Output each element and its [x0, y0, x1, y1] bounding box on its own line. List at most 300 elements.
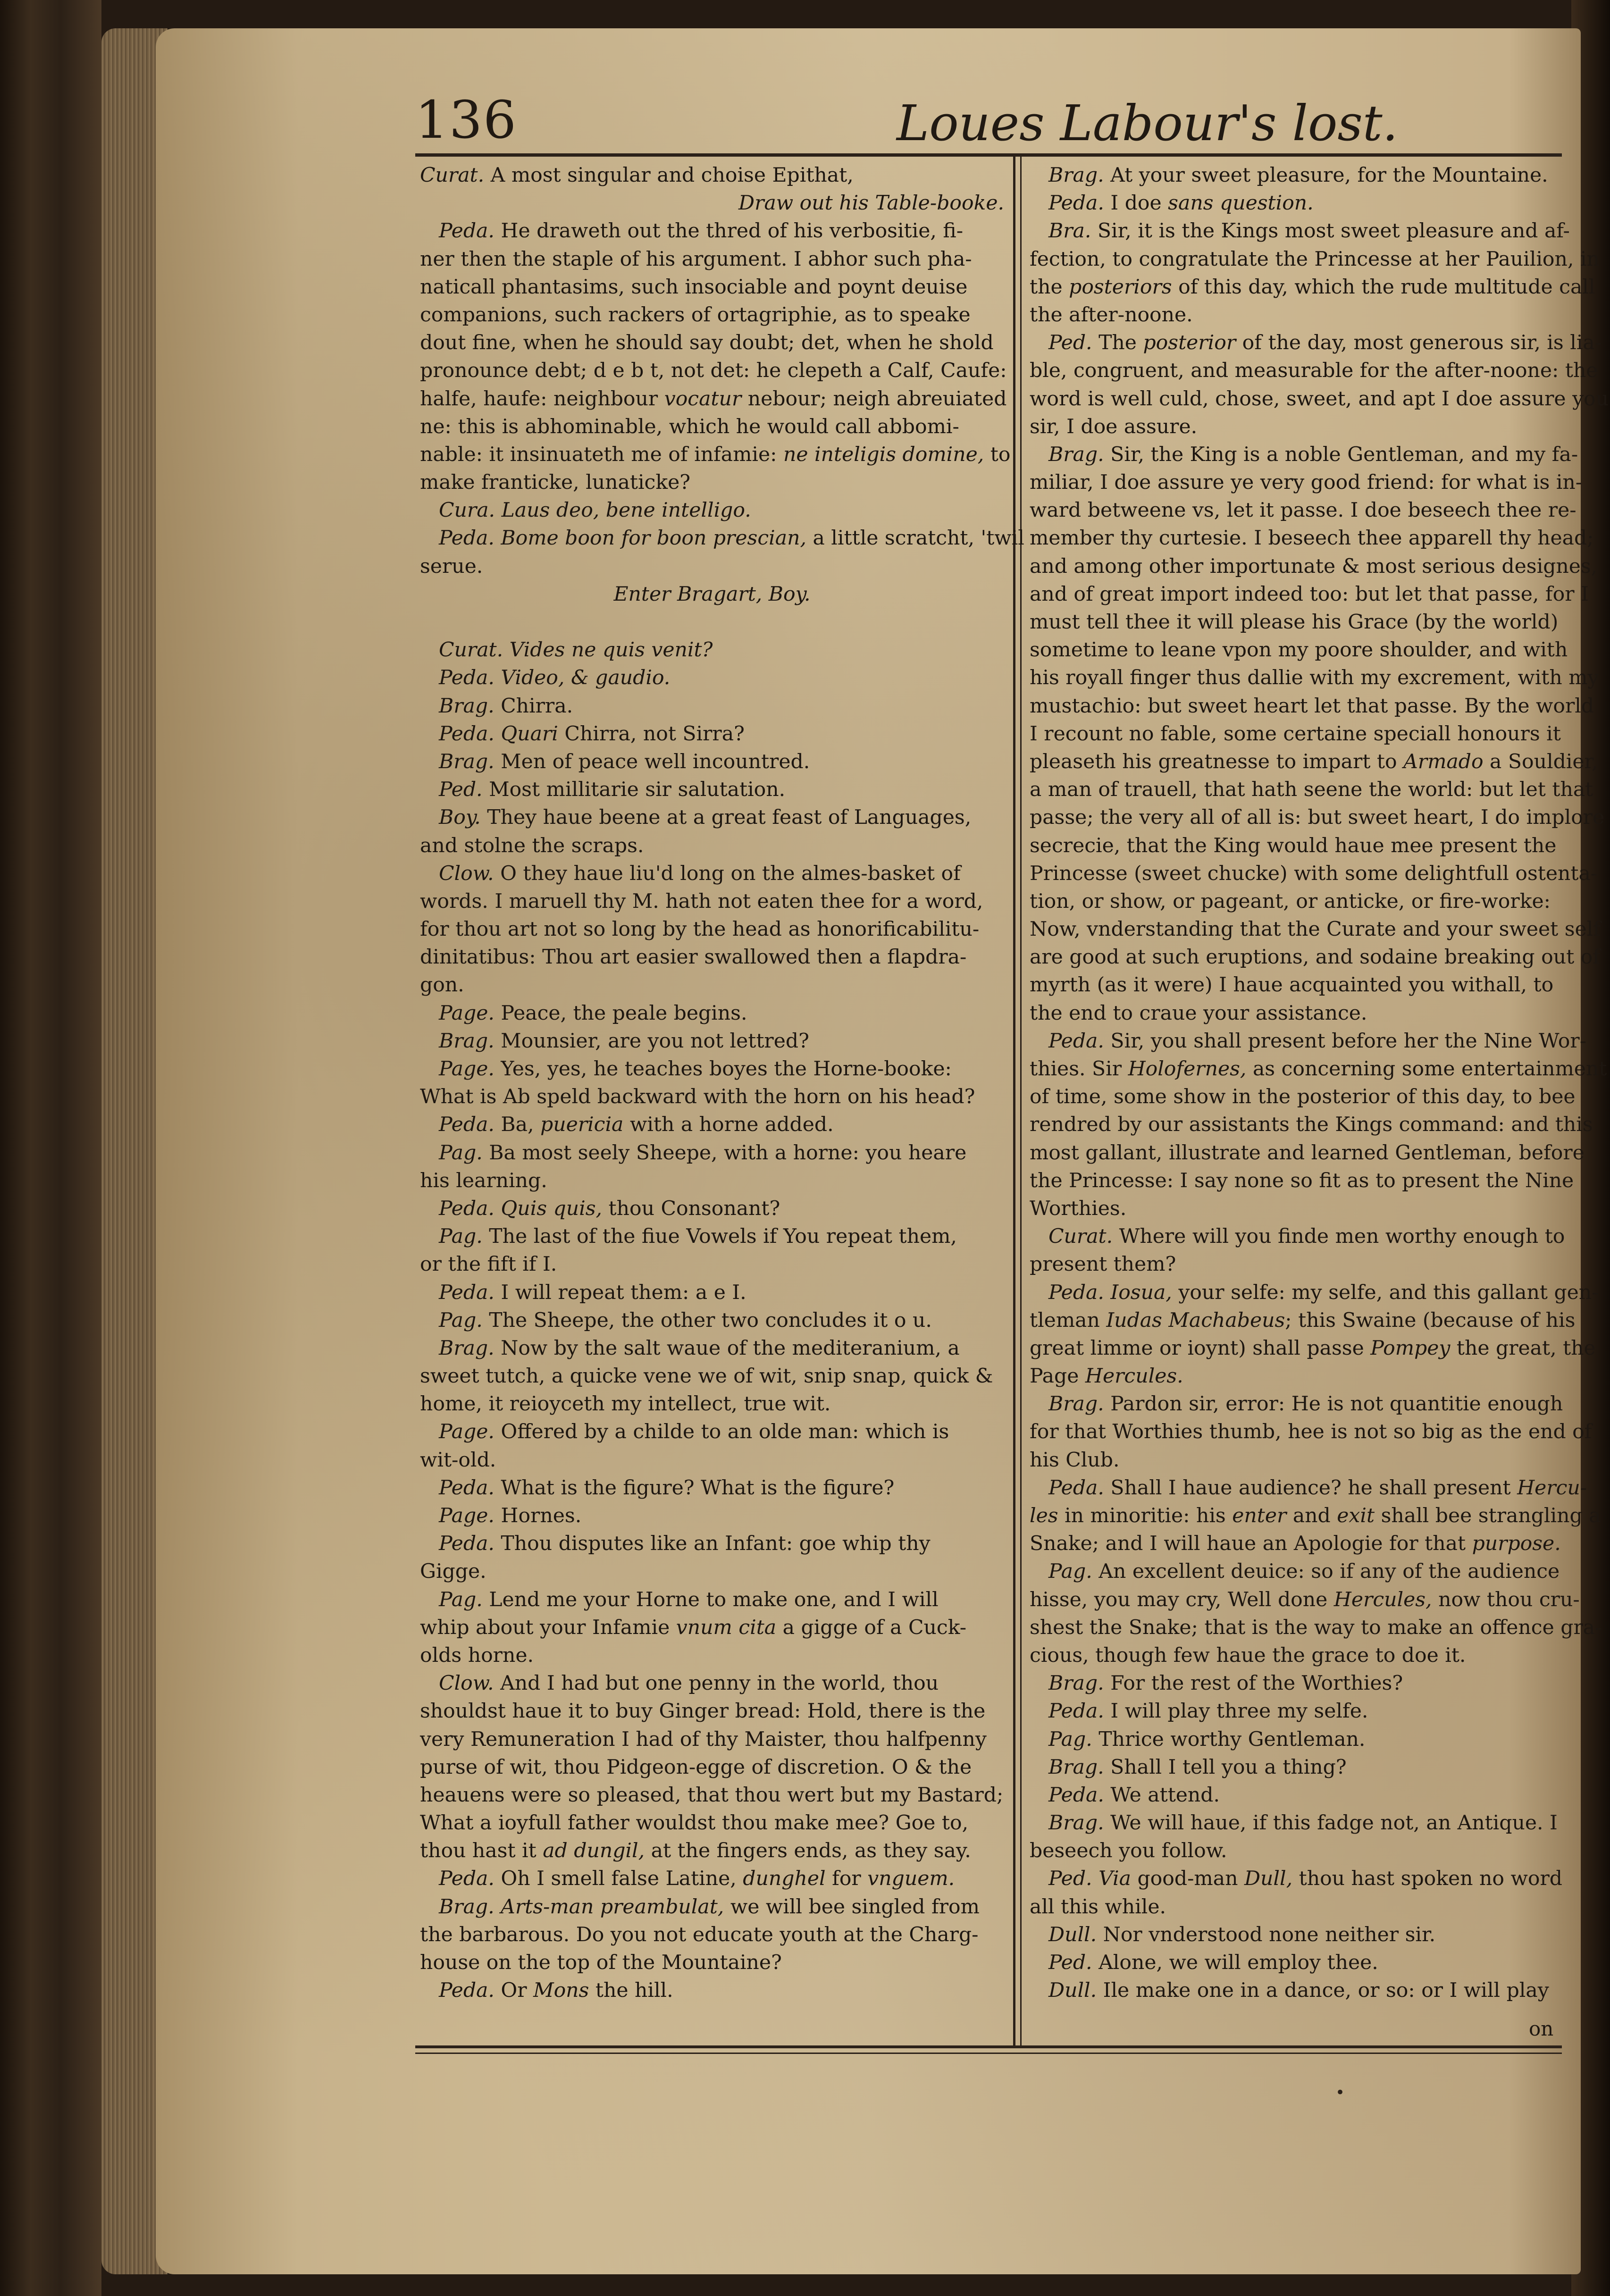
- speaker-prefix: Peda.: [1048, 1700, 1111, 1723]
- line-text: dout fine, when he should say doubt; det, when he shold: [420, 331, 994, 355]
- speaker-prefix: Brag.: [1048, 443, 1111, 466]
- speaker-prefix: Peda.: [439, 527, 501, 550]
- text-line: [420, 776, 1004, 804]
- line-text: thies. Sir: [1030, 1057, 1128, 1081]
- speaker-prefix: Peda.: [439, 1281, 501, 1304]
- text-line: [420, 1530, 1004, 1558]
- text-line: [420, 748, 1004, 776]
- speaker-prefix: Peda.: [439, 1867, 501, 1891]
- line-text: Now, vnderstanding that the Curate and your sweet self: [1030, 918, 1601, 941]
- line-text: of the day, most generous sir, is lia-: [1236, 331, 1602, 355]
- speaker-prefix: Peda.: [1048, 1783, 1111, 1807]
- text-line: [1030, 1893, 1562, 1921]
- line-text: thou hast it: [420, 1839, 543, 1863]
- line-text: good-man: [1131, 1867, 1244, 1891]
- text-line: [1030, 1753, 1562, 1781]
- line-text: we will bee singled from: [724, 1895, 980, 1919]
- line-text: Worthies.: [1030, 1197, 1127, 1220]
- text-line: [1030, 1418, 1592, 1446]
- speaker-prefix: Brag.: [1048, 1392, 1111, 1416]
- line-text: We attend.: [1110, 1783, 1220, 1807]
- text-line: [1030, 1614, 1602, 1642]
- text-line: [1030, 469, 1583, 496]
- line-text: tleman: [1030, 1308, 1107, 1332]
- line-text: The Sheepe, the other two concludes it o u.: [489, 1308, 932, 1332]
- text-line: [1030, 999, 1562, 1027]
- text-line: [1030, 273, 1595, 301]
- speaker-prefix: Ped.: [439, 778, 489, 802]
- speaker-prefix: Peda.: [439, 1532, 501, 1556]
- text-line: [420, 860, 1004, 888]
- text-line: [420, 217, 1004, 245]
- text-line: [420, 804, 1004, 831]
- italic-text: Dull,: [1244, 1867, 1293, 1891]
- line-text: Chirra.: [501, 694, 573, 718]
- text-line: [420, 971, 1004, 999]
- text-line: [420, 692, 1004, 720]
- text-line: [1030, 553, 1598, 580]
- line-text: for that Worthies thumb, hee is not so big as the end of: [1030, 1420, 1592, 1444]
- line-text: Ile make one in a dance, or so: or I will play: [1103, 1979, 1549, 2003]
- speaker-prefix: Peda.: [439, 1979, 501, 2003]
- speaker-prefix: Pag.: [1048, 1560, 1099, 1584]
- line-text: Offered by a childe to an olde man: which is: [501, 1420, 949, 1444]
- line-text: Gigge.: [420, 1560, 486, 1584]
- text-line: [420, 1027, 1004, 1055]
- italic-text: enter: [1232, 1504, 1287, 1527]
- page-header: [415, 90, 1562, 156]
- text-line: [1030, 245, 1600, 273]
- line-text: and: [1286, 1504, 1337, 1527]
- text-line: [420, 524, 1024, 552]
- text-line: [1030, 1502, 1601, 1530]
- line-text: I doe: [1110, 192, 1168, 215]
- line-text: shall bee strangling a: [1375, 1504, 1601, 1527]
- text-line: [420, 720, 1004, 748]
- italic-text: posteriors: [1069, 275, 1172, 299]
- text-line: [420, 1558, 1004, 1585]
- speaker-prefix: Curat.: [420, 164, 491, 187]
- text-line: [1030, 1307, 1576, 1334]
- line-text: heauens were so pleased, that thou wert but my Bastard;: [420, 1783, 1004, 1807]
- line-text: And I had but one penny in the world, thou: [500, 1672, 939, 1695]
- text-line: [1030, 1530, 1562, 1558]
- text-line: [420, 608, 1004, 636]
- text-line: [420, 1809, 1004, 1837]
- speaker-prefix: Brag.: [439, 694, 501, 718]
- line-text: dinitatibus: Thou art easier swallowed then a flapdra-: [420, 946, 967, 969]
- speaker-prefix: Cura.: [439, 499, 502, 522]
- column-divider: [1013, 157, 1015, 2045]
- text-line: [420, 1753, 1004, 1781]
- column-divider: [1020, 157, 1022, 2045]
- speaker-prefix: Brag.: [439, 1336, 501, 1360]
- line-text: Sir, you shall present before her the Nine Wor-: [1110, 1029, 1587, 1053]
- line-text: very Remuneration I had of thy Maister, thou halfpenny: [420, 1727, 987, 1751]
- line-text: the end to craue your assistance.: [1030, 1001, 1367, 1025]
- line-text: ; this Swaine (because of his: [1285, 1308, 1576, 1332]
- footer-rule: [415, 2045, 1562, 2048]
- italic-text: Vides ne quis venit?: [509, 638, 713, 662]
- text-line: [420, 1697, 1004, 1725]
- text-line: [1030, 161, 1562, 189]
- line-text: They haue beene at a great feast of Languages,: [487, 806, 972, 830]
- line-text: Yes, yes, he teaches boyes the Horne-booke:: [501, 1057, 952, 1081]
- line-text: shest the Snake; that is the way to make an offence gra-: [1030, 1616, 1602, 1639]
- line-text: of this day, which the rude multitude call: [1172, 275, 1595, 299]
- line-text: nable: it insinuateth me of infamie:: [420, 443, 784, 466]
- line-text: pronounce debt; d e b t, not det: he clepeth a Calf, Caufe:: [420, 359, 1007, 383]
- text-line: [1030, 748, 1598, 776]
- text-line: [1030, 1726, 1562, 1753]
- text-line: [420, 553, 1004, 580]
- text-line: [1030, 776, 1593, 804]
- line-text: olds horne.: [420, 1643, 534, 1667]
- text-line: [420, 1250, 1004, 1278]
- line-text: a man of trauell, that hath seene the world: but let that: [1030, 778, 1593, 802]
- speaker-prefix: Brag.: [439, 1895, 501, 1919]
- line-text: What a ioyfull father wouldst thou make mee? Goe to,: [420, 1811, 969, 1835]
- speaker-prefix: Peda.: [439, 219, 501, 243]
- line-text: ne: this is abhominable, which he would call abbomi-: [420, 415, 959, 438]
- line-text: I recount no fable, some certaine speciall honours it: [1030, 722, 1561, 746]
- line-text: rendred by our assistants the Kings command: and this: [1030, 1113, 1593, 1137]
- italic-text: vnum cita: [676, 1616, 777, 1639]
- line-text: Sir, it is the Kings most sweet pleasure and af-: [1097, 219, 1570, 243]
- text-line: [1030, 1446, 1562, 1474]
- text-line: [420, 999, 1004, 1027]
- speaker-prefix: Page.: [439, 1504, 501, 1527]
- line-text: passe; the very all of all is: but sweet heart, I do implore: [1030, 806, 1605, 830]
- line-text: Alone, we will employ thee.: [1098, 1951, 1378, 1974]
- line-text: halfe, haufe: neighbour: [420, 387, 664, 411]
- text-line: [420, 1977, 1004, 2004]
- line-text: miliar, I doe assure ye very good friend: for what is in-: [1030, 471, 1583, 494]
- text-line: [1030, 971, 1562, 999]
- italic-text: Quari: [501, 722, 558, 746]
- line-text: make franticke, lunaticke?: [420, 471, 691, 494]
- speaker-prefix: Brag.: [1048, 1672, 1111, 1695]
- line-text: For the rest of the Worthies?: [1110, 1672, 1403, 1695]
- line-text: Oh I smell false Latine,: [501, 1867, 743, 1891]
- line-text: a Souldier,: [1483, 750, 1598, 773]
- line-text: serue.: [420, 554, 483, 578]
- text-line: [1030, 1474, 1587, 1502]
- text-line: [420, 1669, 1004, 1697]
- text-line: [1030, 1642, 1562, 1669]
- line-text: sweet tutch, a quicke vene we of wit, snip snap, quick &: [420, 1365, 993, 1388]
- line-text: Ba,: [501, 1113, 540, 1137]
- line-text: the barbarous. Do you not educate youth at the Charg-: [420, 1923, 979, 1946]
- line-text: secrecie, that the King would haue mee present the: [1030, 834, 1557, 857]
- text-line: [1030, 1809, 1562, 1837]
- text-line: [420, 496, 1004, 524]
- text-line: [420, 1865, 1004, 1893]
- line-text: his royall finger thus dallie with my excrement, with my: [1030, 666, 1599, 690]
- line-text: The last of the fiue Vowels if You repeat them,: [489, 1225, 957, 1249]
- italic-text: Pompey: [1370, 1336, 1451, 1360]
- text-line: [1030, 385, 1609, 413]
- text-line: [1030, 524, 1594, 552]
- line-text: thou hast spoken no word: [1292, 1867, 1562, 1891]
- text-line: [420, 1334, 1004, 1362]
- text-line: [420, 1083, 1004, 1111]
- text-line: [420, 301, 1004, 329]
- line-text: his learning.: [420, 1169, 547, 1192]
- line-text: I will play three my selfe.: [1110, 1700, 1368, 1723]
- text-line: [420, 161, 1004, 189]
- italic-text: Iudas Machabeus: [1106, 1308, 1285, 1332]
- text-line: [1030, 301, 1562, 329]
- text-line: [420, 1390, 1004, 1418]
- text-line: [420, 1949, 1004, 1977]
- left-text-column: [420, 161, 1024, 2044]
- right-text-column: [1030, 161, 1609, 2044]
- italic-text: Armado: [1403, 750, 1484, 773]
- text-line: [1030, 1949, 1562, 1977]
- line-text: hisse, you may cry, Well done: [1030, 1588, 1334, 1611]
- line-text: the: [1030, 275, 1069, 299]
- text-line: [420, 189, 1004, 217]
- italic-text: ne inteligis domine,: [783, 443, 984, 466]
- line-text: and among other importunate & most serious designes,: [1030, 554, 1598, 578]
- line-text: Shall I haue audience? he shall present: [1110, 1476, 1518, 1500]
- text-line: [420, 580, 1004, 608]
- text-line: [1030, 1167, 1574, 1195]
- text-line: [420, 1223, 1004, 1250]
- text-line: [1030, 413, 1562, 441]
- italic-text: Quis quis,: [501, 1197, 603, 1220]
- text-line: [420, 1893, 1004, 1921]
- text-line: [1030, 1055, 1607, 1083]
- speaker-prefix: Pag.: [439, 1141, 489, 1165]
- line-text: now thou cru-: [1432, 1588, 1580, 1611]
- line-text: words. I maruell thy M. hath not eaten thee for a word,: [420, 889, 983, 913]
- text-line: [1030, 636, 1568, 664]
- speaker-prefix: Peda.: [1048, 1476, 1111, 1500]
- line-text: An excellent deuice: so if any of the audience: [1098, 1560, 1560, 1584]
- line-text: ward betweene vs, let it passe. I doe beseech thee re-: [1030, 499, 1576, 522]
- line-text: cious, though few haue the grace to doe it.: [1030, 1643, 1466, 1667]
- text-line: [420, 1055, 1004, 1083]
- text-line: [1030, 329, 1602, 357]
- speaker-prefix: Curat.: [1048, 1225, 1119, 1249]
- line-text: Snake; and I will haue an Apologie for that: [1030, 1532, 1472, 1556]
- italic-text: posterior: [1143, 331, 1236, 355]
- printer-ornament: •: [1335, 2083, 1345, 2102]
- speaker-prefix: Pag.: [1048, 1727, 1099, 1751]
- line-text: member thy curtesie. I beseech thee apparell thy head;: [1030, 527, 1594, 550]
- line-text: myrth (as it were) I haue acquainted you withall, to: [1030, 973, 1554, 997]
- text-line: [1030, 1669, 1562, 1697]
- text-line: [1030, 1250, 1562, 1278]
- text-line: [420, 1111, 1004, 1139]
- text-line: [420, 385, 1007, 413]
- line-text: thou Consonant?: [602, 1197, 780, 1220]
- line-text: sir, I doe assure.: [1030, 415, 1198, 438]
- speaker-prefix: Peda.: [1048, 1281, 1111, 1304]
- text-line: [1030, 692, 1594, 720]
- italic-text: puericia: [540, 1113, 624, 1137]
- text-line: [420, 832, 1004, 860]
- line-text: for: [825, 1867, 868, 1891]
- line-text: Or: [501, 1979, 534, 2003]
- line-text: Page: [1030, 1365, 1085, 1388]
- speaker-prefix: Page.: [439, 1420, 501, 1444]
- line-text: and of great import indeed too: but let that passe, for I: [1030, 582, 1589, 606]
- text-line: [420, 245, 1004, 273]
- speaker-prefix: Pag.: [439, 1308, 489, 1332]
- text-line: [420, 1474, 1004, 1502]
- line-text: at the fingers ends, as they say.: [645, 1839, 971, 1863]
- line-text: fection, to congratulate the Princesse at her Pauilion, in: [1030, 247, 1600, 271]
- italic-text: Hercules,: [1333, 1588, 1432, 1611]
- italic-text: ad dungil,: [543, 1839, 645, 1863]
- text-line: [1030, 1195, 1562, 1223]
- speaker-prefix: Bra.: [1048, 219, 1098, 243]
- text-line: [420, 329, 1004, 357]
- line-text: as concerning some entertainment: [1246, 1057, 1607, 1081]
- text-line: [1030, 915, 1601, 943]
- text-line: [1030, 1223, 1565, 1250]
- speaker-prefix: Brag.: [1048, 1755, 1111, 1779]
- text-line: [420, 1279, 1004, 1307]
- line-text: shouldst haue it to buy Ginger bread: Hold, there is the: [420, 1700, 986, 1723]
- text-line: [420, 1362, 1004, 1390]
- line-text: all this while.: [1030, 1895, 1166, 1919]
- line-text: of time, some show in the posterior of this day, to bee: [1030, 1085, 1576, 1109]
- line-text: the hill.: [589, 1979, 673, 2003]
- line-text: Pardon sir, error: He is not quantitie enough: [1110, 1392, 1563, 1416]
- text-line: [420, 636, 1004, 664]
- text-line: [1030, 1362, 1562, 1390]
- text-line: [1030, 1837, 1562, 1865]
- text-line: [1030, 1390, 1562, 1418]
- text-line: [1030, 860, 1598, 888]
- text-line: [1030, 888, 1562, 915]
- line-text: Now by the salt waue of the mediteranium, a: [501, 1336, 960, 1360]
- text-line: [420, 1418, 1004, 1446]
- italic-text: exit: [1337, 1504, 1375, 1527]
- text-line: [420, 1446, 1004, 1474]
- text-line: [420, 1726, 1004, 1753]
- line-text: most gallant, illustrate and learned Gentleman, before: [1030, 1141, 1585, 1165]
- speaker-prefix: Peda.: [439, 722, 501, 746]
- text-line: [420, 888, 1004, 915]
- text-line: [420, 413, 1004, 441]
- text-line: [1030, 1027, 1587, 1055]
- text-line: [1030, 441, 1578, 469]
- text-line: [420, 664, 1004, 692]
- line-text: great limme or ioynt) shall passe: [1030, 1336, 1371, 1360]
- line-text: The: [1098, 331, 1143, 355]
- text-line: [1030, 1977, 1562, 2004]
- speaker-prefix: Brag.: [1048, 164, 1111, 187]
- text-line: [1030, 832, 1562, 860]
- text-line: [1030, 664, 1599, 692]
- text-line: [420, 1614, 1004, 1642]
- text-line: [420, 273, 1004, 301]
- line-text: He draweth out the thred of his verbositie, fi-: [501, 219, 964, 243]
- italic-text: vocatur: [664, 387, 742, 411]
- text-line: [1030, 804, 1605, 831]
- line-text: sometime to leane vpon my poore shoulder, and with: [1030, 638, 1568, 662]
- line-text: Mounsier, are you not lettred?: [501, 1029, 809, 1053]
- text-line: [1030, 1139, 1585, 1167]
- text-line: [420, 1642, 1004, 1669]
- text-line: [1030, 943, 1601, 971]
- line-text: the after-noone.: [1030, 303, 1193, 327]
- speaker-prefix: Dull.: [1048, 1979, 1103, 2003]
- speaker-prefix: Ped.: [1048, 1951, 1099, 1974]
- italic-text: Enter Bragart, Boy.: [613, 582, 811, 606]
- line-text: must tell thee it will please his Grace (by the world): [1030, 611, 1559, 634]
- text-line: [420, 1167, 1004, 1195]
- text-line: [1030, 496, 1576, 524]
- line-text: home, it reioyceth my intellect, true wit.: [420, 1392, 831, 1416]
- line-text: I will repeat them: a e I.: [501, 1281, 746, 1304]
- speaker-prefix: Brag.: [439, 1029, 501, 1053]
- line-text: Shall I tell you a thing?: [1110, 1755, 1347, 1779]
- line-text: Princesse (sweet chucke) with some delightfull ostenta-: [1030, 862, 1598, 885]
- header-rule: [415, 153, 1562, 157]
- italic-text: Via: [1098, 1867, 1131, 1891]
- line-text: for thou art not so long by the head as honorificabilitu-: [420, 918, 980, 941]
- line-text: Lend me your Horne to make one, and I will: [489, 1588, 939, 1611]
- text-line: [1030, 217, 1570, 245]
- line-text: What is the figure? What is the figure?: [501, 1476, 895, 1500]
- speaker-prefix: Peda.: [1048, 192, 1111, 215]
- line-text: your selfe: my selfe, and this gallant gen-: [1172, 1281, 1599, 1304]
- line-text: to: [984, 443, 1011, 466]
- book-fore-edge: [0, 0, 101, 2296]
- text-line: [420, 1195, 1004, 1223]
- text-line: [420, 1307, 1004, 1334]
- line-text: mustachio: but sweet heart let that passe. By the world: [1030, 694, 1594, 718]
- text-line: [1030, 1697, 1562, 1725]
- italic-text: Hercules.: [1085, 1365, 1183, 1388]
- line-text: Ba most seely Sheepe, with a horne: you heare: [489, 1141, 967, 1165]
- text-line: [420, 441, 1011, 469]
- text-line: [420, 943, 1004, 971]
- text-line: [1030, 357, 1598, 385]
- italic-text: Laus deo, bene intelligo.: [501, 499, 751, 522]
- line-text: present them?: [1030, 1253, 1176, 1276]
- speaker-prefix: Boy.: [439, 806, 487, 830]
- line-text: Chirra, not Sirra?: [558, 722, 745, 746]
- line-text: gon.: [420, 973, 464, 997]
- text-line: [420, 915, 1004, 943]
- line-text: are good at such eruptions, and sodaine breaking out of: [1030, 946, 1601, 969]
- text-line: [420, 1586, 1004, 1614]
- catchword: on: [1529, 2017, 1554, 2040]
- text-line: [1030, 1921, 1562, 1949]
- text-line: [1030, 608, 1562, 636]
- line-text: in minoritie: his: [1058, 1504, 1233, 1527]
- speaker-prefix: Peda.: [439, 666, 501, 690]
- text-line: [420, 1837, 1004, 1865]
- line-text: Thou disputes like an Infant: goe whip thy: [501, 1532, 931, 1556]
- text-line: [1030, 720, 1562, 748]
- line-text: the Princesse: I say none so fit as to present the Nine: [1030, 1169, 1574, 1192]
- speaker-prefix: Draw out his Table-booke.: [738, 192, 1004, 215]
- speaker-prefix: Brag.: [1048, 1811, 1111, 1835]
- line-text: Nor vnderstood none neither sir.: [1103, 1923, 1436, 1946]
- line-text: Most millitarie sir salutation.: [489, 778, 786, 802]
- line-text: with a horne added.: [623, 1113, 834, 1137]
- speaker-prefix: Page.: [439, 1057, 501, 1081]
- line-text: ble, congruent, and measurable for the after-noone: the: [1030, 359, 1598, 383]
